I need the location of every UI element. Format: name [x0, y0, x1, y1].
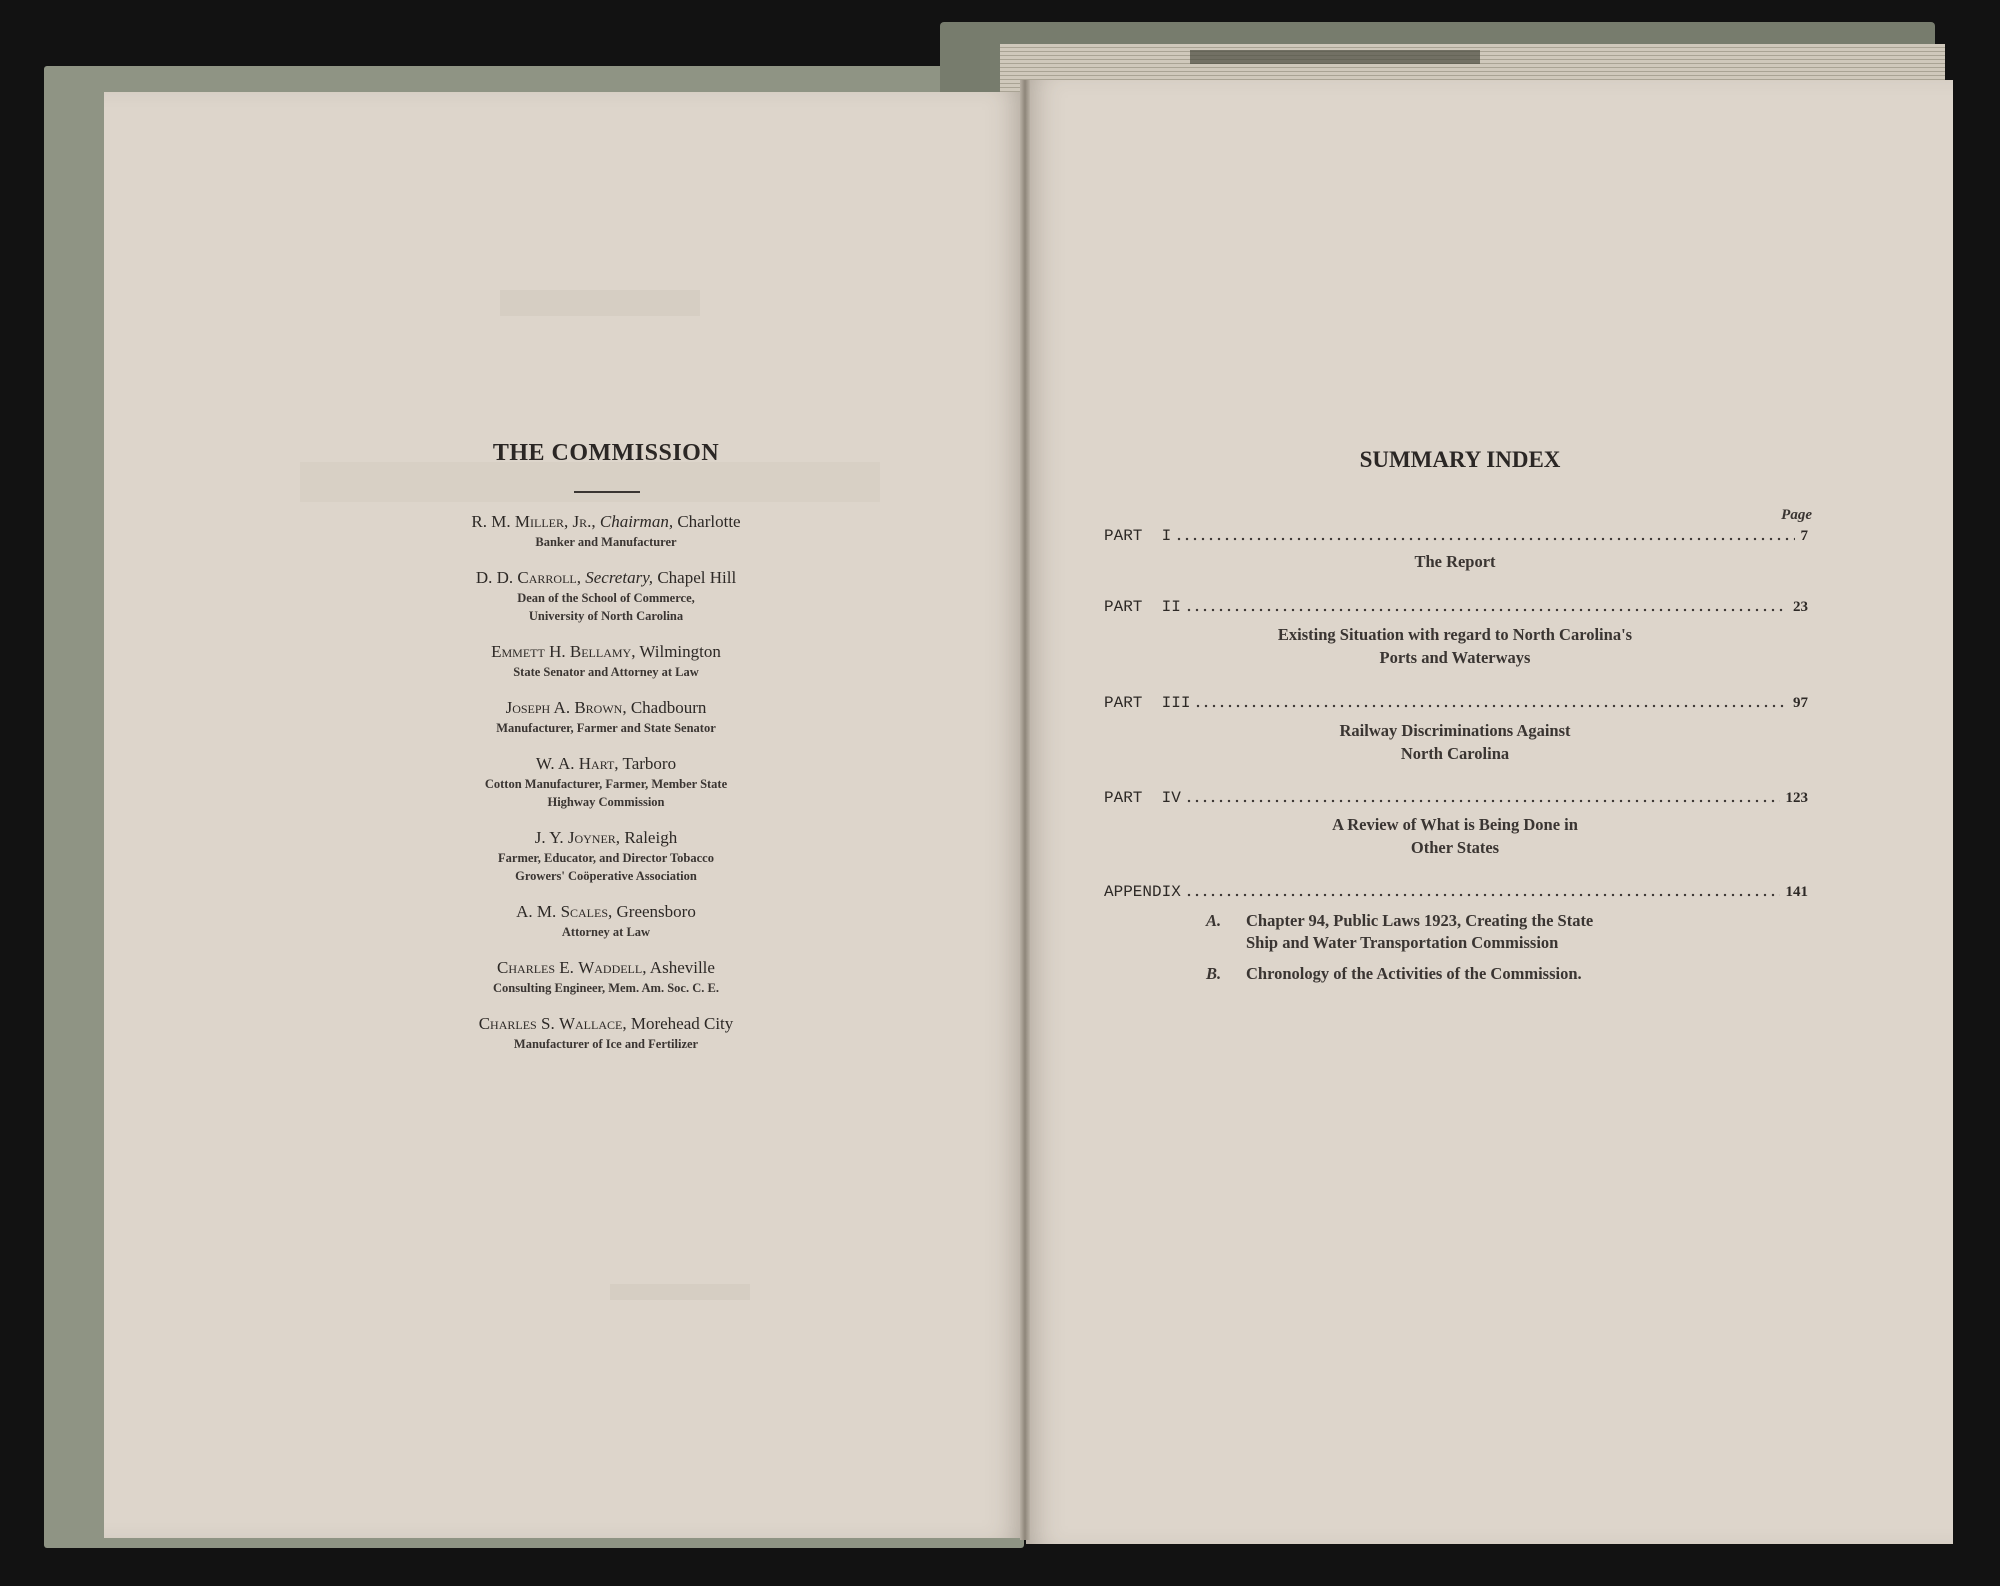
toc-label: PART III: [1104, 694, 1191, 712]
member-name: D. D. Carroll, Secretary, Chapel Hill: [475, 568, 737, 587]
toc-row-part-4: [1104, 783, 1808, 807]
appendix-item-a: [1206, 910, 1726, 954]
toc-description: The Report: [1414, 552, 1496, 571]
summary-index-title: SUMMARY INDEX: [1359, 447, 1561, 472]
member-entry: [386, 900, 826, 941]
member-name: A. M. Scales, Greensboro: [516, 902, 696, 921]
member-entry: [386, 640, 826, 681]
toc-page-number: 97: [1793, 695, 1808, 711]
member-description: State Senator and Attorney at Law: [513, 665, 699, 679]
toc-description: A Review of What is Being Done in Other States: [1332, 815, 1578, 857]
appendix-letter: B.: [1206, 964, 1222, 983]
member-name: J. Y. Joyner, Raleigh: [534, 828, 678, 847]
member-description: Consulting Engineer, Mem. Am. Soc. C. E.: [493, 981, 719, 995]
member-name: R. M. Miller, Jr., Chairman, Charlotte: [471, 512, 741, 531]
toc-description: Existing Situation with regard to North Carolina's Ports and Waterways: [1277, 625, 1633, 667]
toc-row-part-1: [1104, 521, 1808, 545]
dot-leader: [1175, 537, 1794, 541]
bleed-through-shape: [300, 462, 880, 502]
right-page: [1026, 80, 1953, 1544]
member-description: Farmer, Educator, and Director Tobacco Growers' Coöperative Association: [498, 851, 714, 883]
member-entry: [386, 956, 826, 997]
member-description: Dean of the School of Commerce, University of North Carolina: [517, 591, 695, 623]
toc-page-number: 141: [1785, 884, 1808, 900]
toc-row-appendix: [1104, 877, 1808, 901]
toc-row-part-2: [1104, 592, 1808, 616]
commission-members-list: [386, 510, 826, 1068]
member-entry: [386, 752, 826, 811]
dot-leader: [1185, 893, 1780, 897]
title-divider: [574, 491, 640, 493]
member-description: Banker and Manufacturer: [535, 535, 677, 549]
toc-label: PART IV: [1104, 789, 1181, 807]
bleed-through-shape: [500, 290, 700, 316]
appendix-text: Chronology of the Activities of the Commission.: [1246, 964, 1582, 983]
appendix-item-b: [1206, 963, 1726, 985]
member-entry: [386, 696, 826, 737]
dot-leader: [1194, 704, 1787, 708]
member-description: Manufacturer, Farmer and State Senator: [496, 721, 716, 735]
member-description: Attorney at Law: [561, 925, 651, 939]
member-name: W. A. Hart, Tarboro: [535, 754, 677, 773]
member-entry: [386, 826, 826, 885]
toc-description: Railway Discriminations Against North Carolina: [1339, 721, 1571, 763]
appendix-text: Chapter 94, Public Laws 1923, Creating the State Ship and Water Transportation Commission: [1246, 911, 1594, 952]
toc-label: PART II: [1104, 598, 1181, 616]
toc-page-number: 7: [1800, 528, 1808, 544]
member-entry: [386, 1012, 826, 1053]
bleed-through-shape: [610, 1284, 750, 1300]
book-gutter: [1020, 80, 1030, 1540]
member-name: Joseph A. Brown, Chadbourn: [505, 698, 707, 717]
member-name: Emmett H. Bellamy, Wilmington: [491, 642, 721, 661]
dot-leader: [1185, 799, 1780, 803]
spine-label: [1190, 50, 1480, 64]
page-column-header: Page: [1781, 507, 1812, 523]
toc-label: PART I: [1104, 527, 1172, 545]
member-name: Charles E. Waddell, Asheville: [497, 958, 715, 977]
toc-row-part-3: [1104, 688, 1808, 712]
dot-leader: [1185, 608, 1787, 612]
member-entry: [386, 566, 826, 625]
appendix-letter: A.: [1206, 911, 1222, 930]
member-entry: [386, 510, 826, 551]
toc-label: APPENDIX: [1104, 883, 1181, 901]
commission-title: THE COMMISSION: [492, 440, 720, 466]
toc-page-number: 23: [1793, 599, 1808, 615]
toc-page-number: 123: [1785, 790, 1808, 806]
member-name: Charles S. Wallace, Morehead City: [478, 1014, 734, 1033]
member-description: Manufacturer of Ice and Fertilizer: [513, 1037, 699, 1051]
member-description: Cotton Manufacturer, Farmer, Member State Highway Commission: [484, 777, 728, 809]
